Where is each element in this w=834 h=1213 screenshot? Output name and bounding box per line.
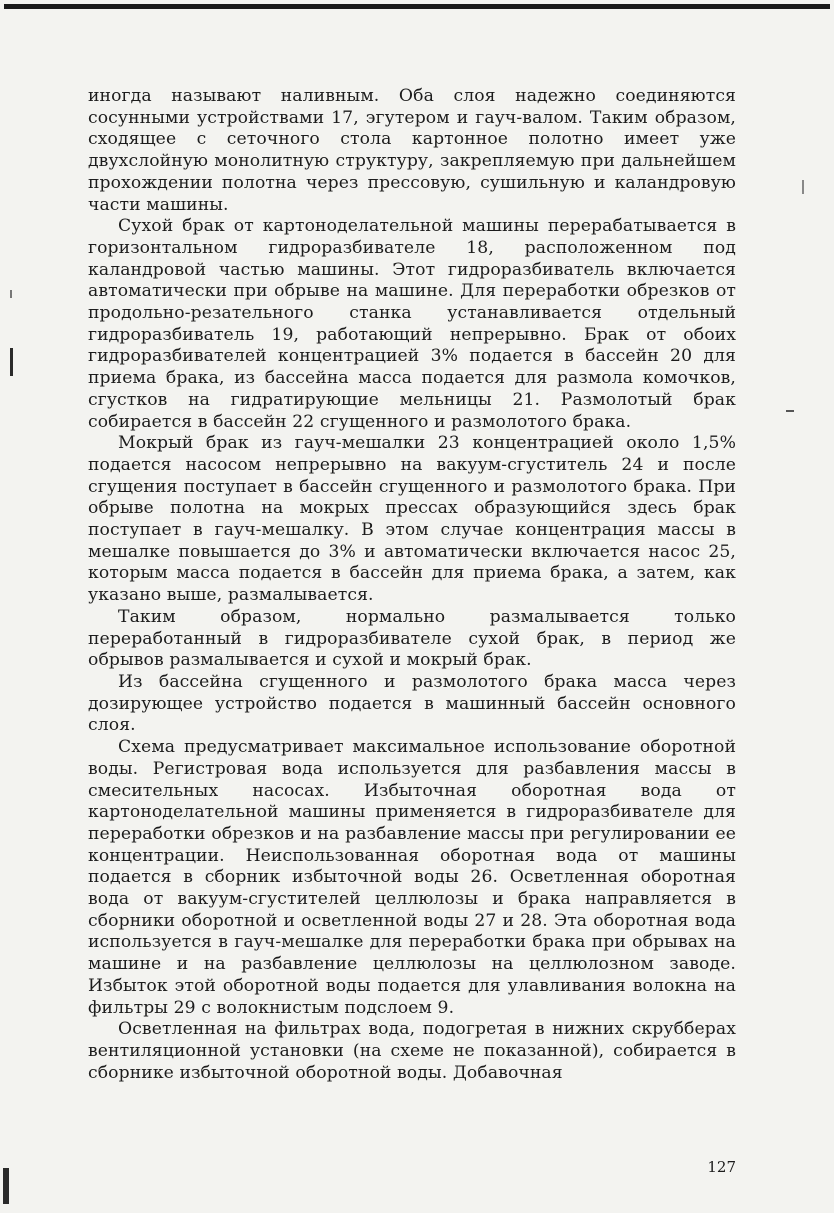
paragraph: Таким образом, нормально размалывается только переработанный в гидроразбивателе сухой брак, в период же обрывов размалывается и сухой и мокрый брак.: [88, 606, 736, 671]
margin-mark: [10, 348, 13, 376]
body-text: [88, 86, 736, 1084]
paragraph: Мокрый брак из гауч-мешалки 23 концентрацией около 1,5% подается насосом непрерывно на вакуум-сгуститель 24 и после сгущения поступает в бассейн сгущенного и размолотого брака. При обрыве полотна на мокрых прессах образующийся здесь брак поступает в гауч-мешалку. В этом случае концентрация массы в мешалке повышается до 3% и автоматически включается насос 25, которым масса подается в бассейн для приема брака, а затем, как указано выше, размалывается.: [88, 433, 736, 606]
margin-mark: [802, 180, 804, 194]
paragraph: Сухой брак от картоноделательной машины перерабатывается в горизонтальном гидроразбивателе 18, расположенном под каландровой частью машины. Этот гидроразбиватель включается автоматически при обрыве на машине. Для переработки обрезков от продольно-резательного станка устанавливается отдельный гидроразбиватель 19, работающий непрерывно. Брак от обоих гидроразбивателей концентрацией 3% подается в бассейн 20 для приема брака, из бассейна масса подается для размола комочков, сгустков на гидратирующие мельницы 21. Размолотый брак собирается в бассейн 22 сгущенного и размолотого брака.: [88, 216, 736, 432]
margin-mark: [10, 290, 12, 298]
paragraph: иногда называют наливным. Оба слоя надежно соединяются сосунными устройствами 17, эгутером и гауч-валом. Таким образом, сходящее с сеточного стола картонное полотно имеет уже двухслойную монолитную структуру, закрепляемую при дальнейшем прохождении полотна через прессовую, сушильную и каландровую части машины.: [88, 86, 736, 215]
margin-mark: [3, 1168, 9, 1204]
paragraph: Осветленная на фильтрах вода, подогретая в нижних скрубберах вентиляционной установки (на схеме не показанной), собирается в сборнике избыточной оборотной воды. Добавочная: [88, 1019, 736, 1083]
paragraph: Из бассейна сгущенного и размолотого брака масса через дозирующее устройство подается в машинный бассейн основного слоя.: [88, 671, 736, 736]
margin-mark: [786, 410, 794, 412]
top-border-rule: [4, 4, 830, 9]
page-number: 127: [707, 1158, 736, 1176]
paragraph: Схема предусматривает максимальное использование оборотной воды. Регистровая вода используется для разбавления массы в смесительных насосах. Избыточная оборотная вода от картоноделательной машины применяется в гидроразбивателе для переработки обрезков и на разбавление массы при регулировании ее концентрации. Неиспользованная оборотная вода от машины подается в сборник избыточной воды 26. Осветленная оборотная вода от вакуум-сгустителей целлюлозы и брака направляется в сборники оборотной и осветленной воды 27 и 28. Эта оборотная вода используется в гауч-мешалке для переработки брака при обрывах на машине и на разбавление целлюлозы на целлюлозном заводе. Избыток этой оборотной воды подается для улавливания волокна на фильтры 29 с волокнистым подслоем 9.: [88, 737, 736, 1018]
